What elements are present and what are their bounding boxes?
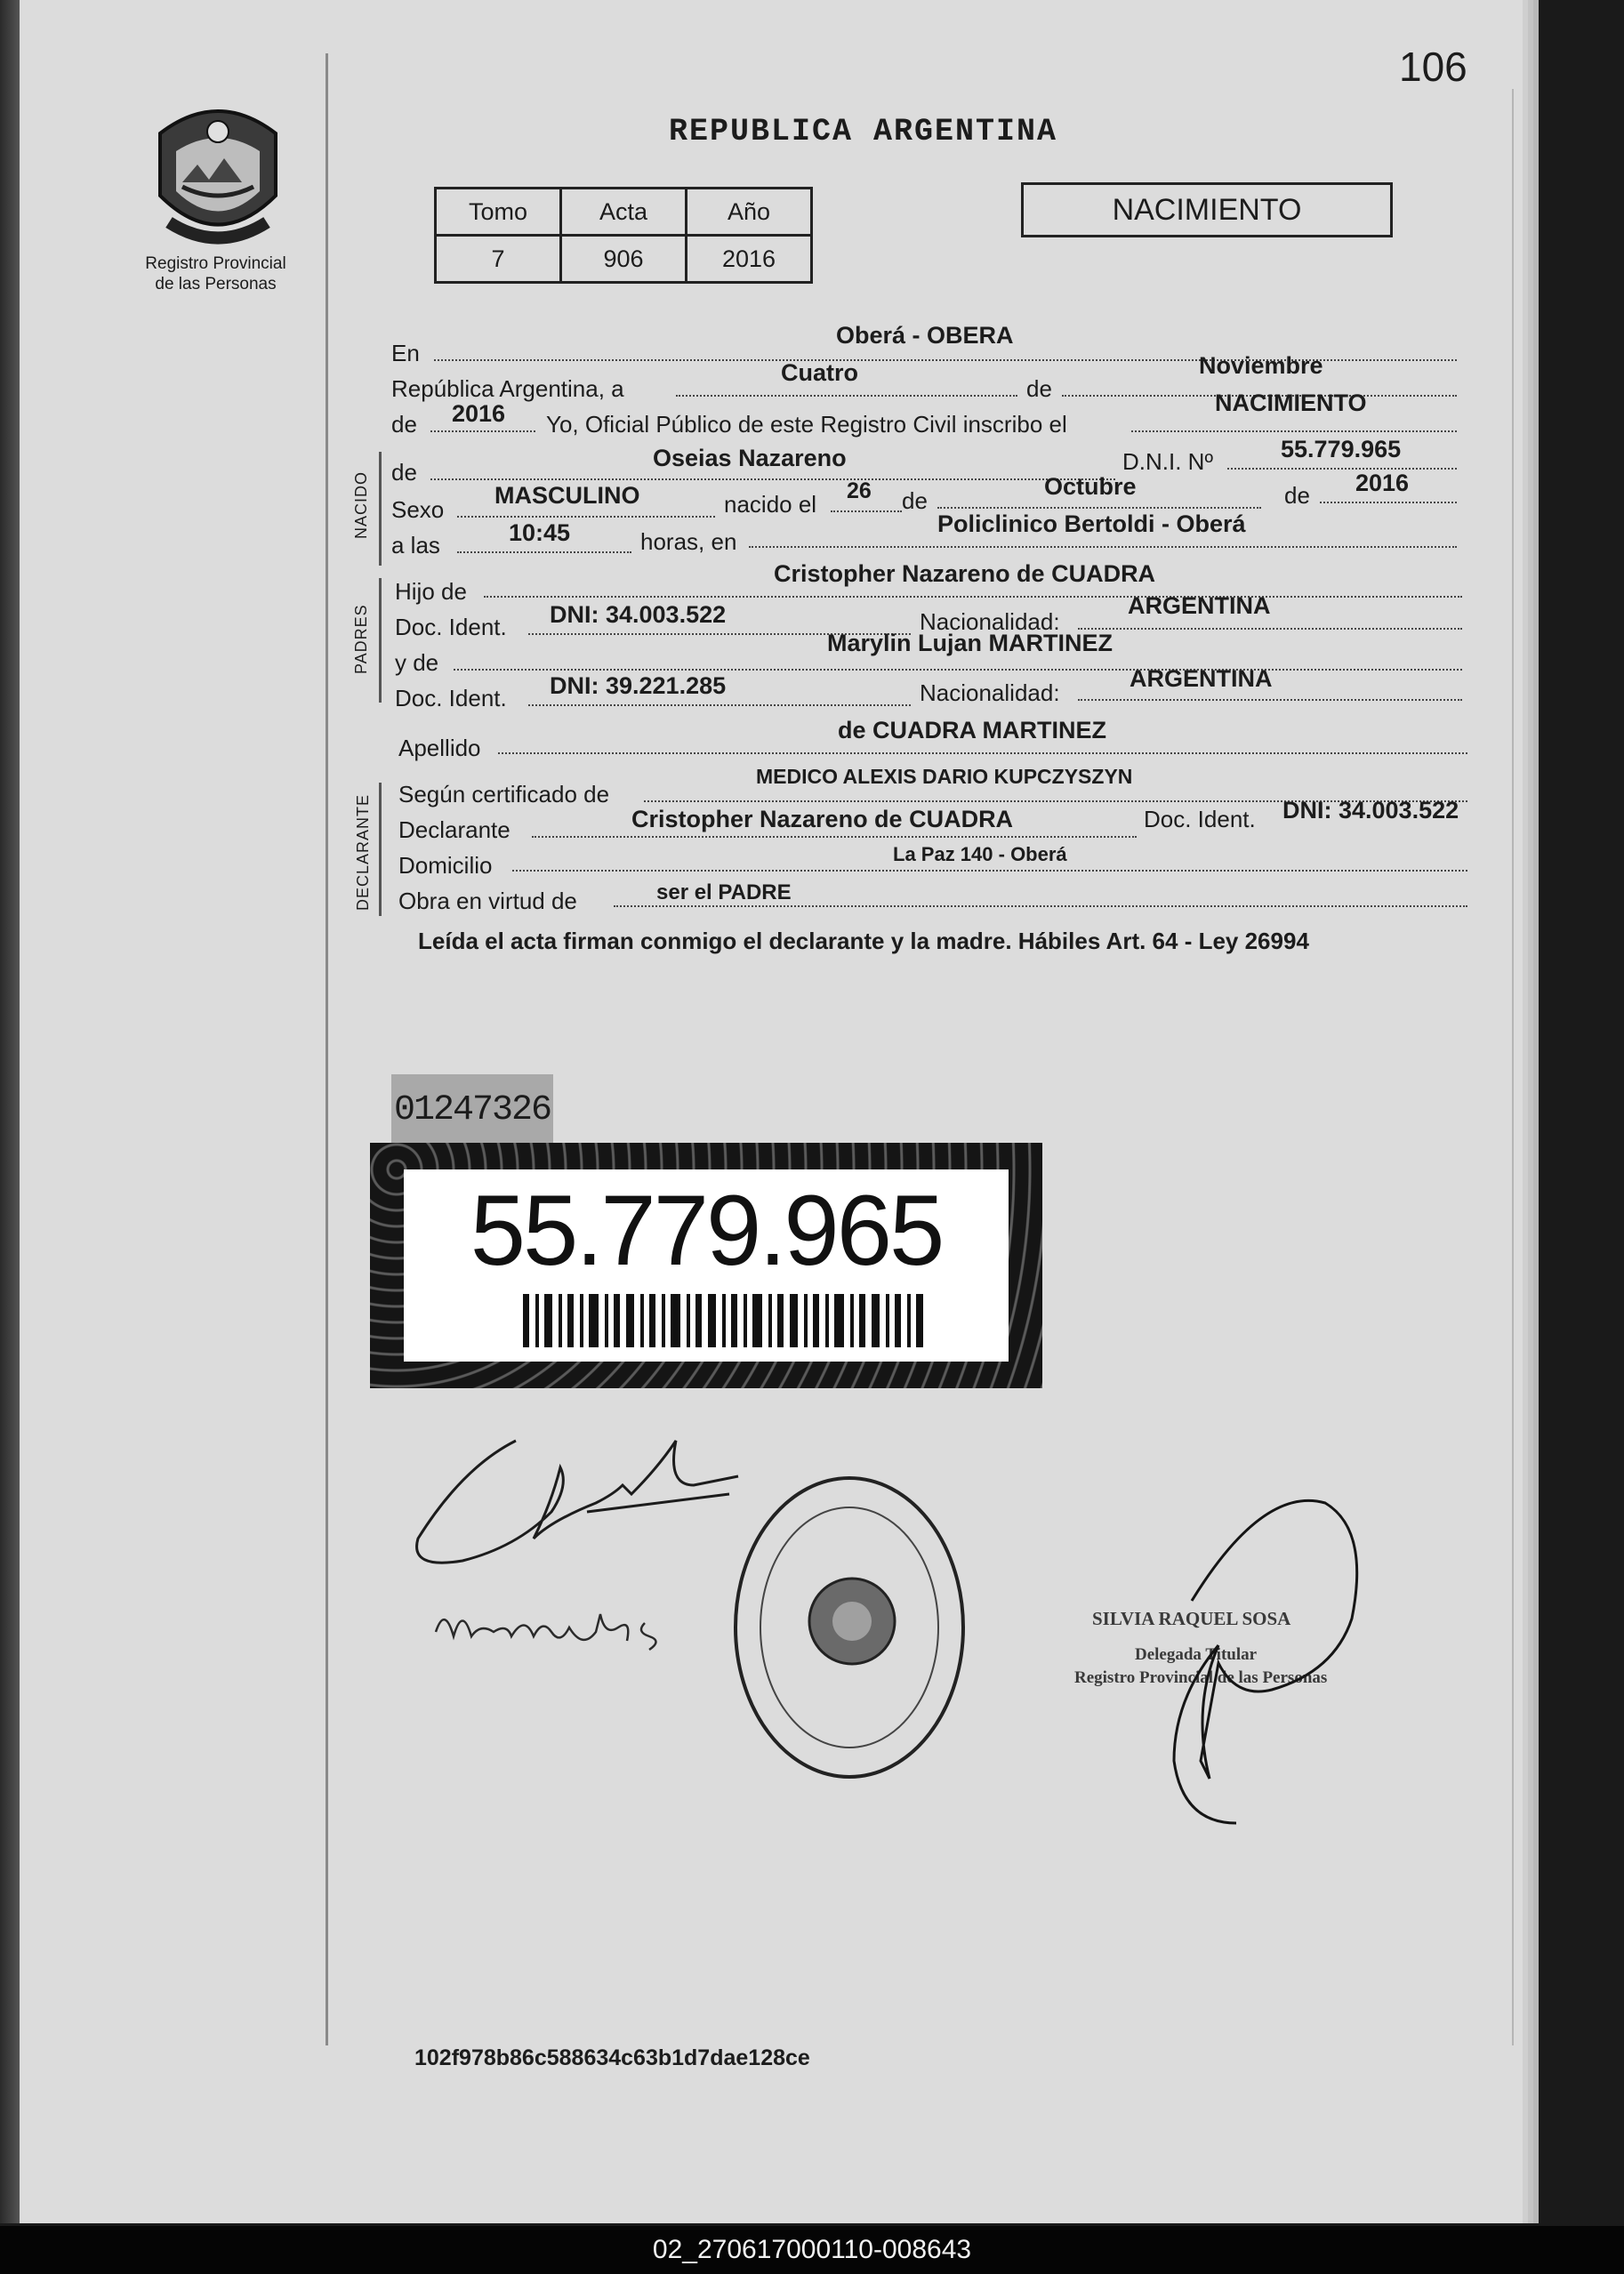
declarant-signature-icon xyxy=(409,1405,747,1583)
label-obra-en-virtud: Obra en virtud de xyxy=(398,888,577,914)
sex-value: MASCULINO xyxy=(494,482,640,509)
acta-value: 906 xyxy=(561,236,687,283)
registry-caption: Registro Provincial de las Personas xyxy=(145,254,286,293)
dotted-line xyxy=(1078,699,1462,701)
label-de-year: de xyxy=(391,411,417,438)
label-nacionalidad-2: Nacionalidad: xyxy=(920,679,1060,706)
section-label-nacido: NACIDO xyxy=(352,470,370,539)
dotted-line xyxy=(430,478,1115,480)
mother-nationality-value: ARGENTINA xyxy=(1130,665,1273,692)
dotted-line xyxy=(532,836,1137,838)
document-type-box: NACIMIENTO xyxy=(1021,182,1393,237)
dotted-line xyxy=(454,669,1462,671)
dotted-line xyxy=(1078,628,1462,630)
dotted-line xyxy=(831,510,902,512)
birth-time-value: 10:45 xyxy=(509,519,571,546)
section-bar-declarante xyxy=(379,783,382,916)
section-bar-padres xyxy=(379,578,382,703)
dni-sticker xyxy=(370,1143,1042,1388)
label-a-las: a las xyxy=(391,532,440,558)
label-doc-ident-3: Doc. Ident. xyxy=(1144,806,1256,832)
dotted-line xyxy=(512,870,1467,872)
label-domicilio: Domicilio xyxy=(398,852,493,879)
label-en: En xyxy=(391,340,420,366)
document-hash: 102f978b86c588634c63b1d7dae128ce xyxy=(414,2045,810,2070)
dotted-line xyxy=(457,551,631,553)
label-dni: D.N.I. Nº xyxy=(1122,448,1213,475)
birth-place-value: Policlinico Bertoldi - Oberá xyxy=(937,510,1246,537)
tomo-value: 7 xyxy=(436,236,561,283)
dotted-line xyxy=(749,546,1457,548)
label-segun-certificado: Según certificado de xyxy=(398,781,610,808)
address-value: La Paz 140 - Oberá xyxy=(893,843,1067,865)
father-doc-value: DNI: 34.003.522 xyxy=(550,601,727,628)
closing-statement: Leída el acta firman conmigo el declarante y la madre. Hábiles Art. 64 - Ley 26994 xyxy=(418,928,1309,954)
label-de-birth-year: de xyxy=(1284,482,1310,509)
acta-label: Acta xyxy=(561,189,687,236)
left-margin-rule xyxy=(326,53,328,2045)
dni-sticker-number: 55.779.965 xyxy=(470,1175,943,1286)
declarant-doc-value: DNI: 34.003.522 xyxy=(1282,797,1459,824)
page-edge-shadow xyxy=(0,0,20,2223)
dotted-line xyxy=(457,516,715,518)
official-office: Registro Provincial de las Personas xyxy=(1074,1668,1328,1687)
label-nacionalidad: Nacionalidad: xyxy=(920,608,1060,635)
dni-sticker-panel xyxy=(404,1169,1009,1362)
right-margin-rule xyxy=(1512,89,1514,2045)
label-nacido-el: nacido el xyxy=(724,491,817,518)
official-seal-icon xyxy=(729,1472,969,1783)
scan-id-strip: 02_270617000110-008643 xyxy=(0,2226,1624,2274)
day-value: Cuatro xyxy=(781,359,858,386)
dotted-line xyxy=(1320,502,1457,503)
page-number: 106 xyxy=(1399,44,1467,90)
mother-doc-value: DNI: 39.221.285 xyxy=(550,672,727,699)
father-name-value: Cristopher Nazareno de CUADRA xyxy=(774,560,1156,587)
month-value: Noviembre xyxy=(1199,352,1323,379)
label-doc-ident: Doc. Ident. xyxy=(395,614,507,640)
label-declarante: Declarante xyxy=(398,816,511,843)
label-apellido: Apellido xyxy=(398,735,481,761)
dotted-line xyxy=(1227,468,1457,470)
birth-certificate-sheet xyxy=(20,0,1523,2223)
label-sexo: Sexo xyxy=(391,496,445,523)
dotted-line xyxy=(498,752,1467,754)
official-name: SILVIA RAQUEL SOSA xyxy=(1092,1608,1291,1629)
label-hijo-de: Hijo de xyxy=(395,578,467,605)
official-title: Delegada Titular xyxy=(1135,1645,1258,1664)
label-de-name: de xyxy=(391,459,417,486)
tomo-label: Tomo xyxy=(436,189,561,236)
reference-table xyxy=(434,187,813,284)
capacity-value: ser el PADRE xyxy=(656,880,792,904)
dotted-line xyxy=(430,430,535,432)
section-label-padres: PADRES xyxy=(352,604,370,674)
child-name-value: Oseias Nazareno xyxy=(653,445,847,471)
barcode-icon xyxy=(523,1294,923,1347)
label-de-birth-month: de xyxy=(902,487,928,514)
section-label-declarante: DECLARANTE xyxy=(354,793,372,911)
certificate-by-value: MEDICO ALEXIS DARIO KUPCZYSZYN xyxy=(756,765,1133,788)
dotted-line xyxy=(676,395,1017,397)
place-value: Oberá - OBERA xyxy=(836,322,1014,349)
birth-year-value: 2016 xyxy=(1355,470,1410,496)
birth-month-value: Octubre xyxy=(1044,473,1137,500)
year-value: 2016 xyxy=(452,400,506,427)
official-signature-icon xyxy=(1138,1467,1370,1832)
dotted-line xyxy=(614,905,1467,907)
dotted-line xyxy=(1131,430,1457,432)
dotted-line xyxy=(484,596,1462,598)
father-nationality-value: ARGENTINA xyxy=(1128,592,1271,619)
child-dni-value: 55.779.965 xyxy=(1281,436,1402,462)
mother-name-value: Marylin Lujan MARTINEZ xyxy=(827,630,1113,656)
label-horas-en: horas, en xyxy=(640,528,737,555)
provincial-crest-icon xyxy=(142,98,293,249)
label-y-de: y de xyxy=(395,649,439,676)
record-type-value: NACIMIENTO xyxy=(1215,390,1367,416)
mother-signature-icon xyxy=(427,1596,694,1667)
label-de-month: de xyxy=(1026,375,1052,402)
label-yo-oficial: Yo, Oficial Público de este Registro Civil inscribo el xyxy=(546,411,1067,438)
label-republica: República Argentina, a xyxy=(391,375,624,402)
label-doc-ident-2: Doc. Ident. xyxy=(395,685,507,711)
dotted-line xyxy=(528,704,911,706)
surname-value: de CUADRA MARTINEZ xyxy=(838,717,1106,743)
section-bar-nacido xyxy=(379,452,382,566)
anio-label: Año xyxy=(687,189,812,236)
declarant-value: Cristopher Nazareno de CUADRA xyxy=(631,806,1014,832)
serial-stamp: 01247326 xyxy=(391,1074,553,1147)
country-title: REPUBLICA ARGENTINA xyxy=(669,114,1058,149)
dotted-line xyxy=(937,507,1261,509)
anio-value: 2016 xyxy=(687,236,812,283)
birth-day-value: 26 xyxy=(847,478,872,503)
